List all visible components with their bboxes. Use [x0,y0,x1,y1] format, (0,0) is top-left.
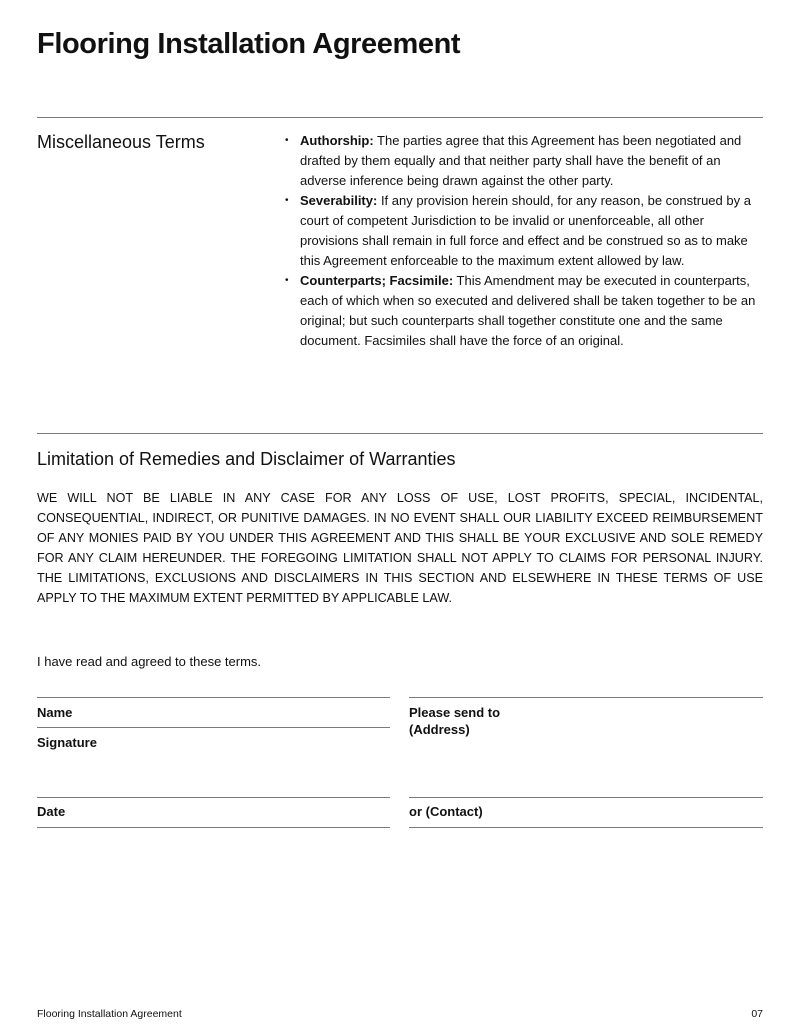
footer-title: Flooring Installation Agreement [37,1008,182,1020]
divider [409,827,763,828]
list-item [285,191,760,271]
agree-text: I have read and agreed to these terms. [37,654,262,669]
term-label: Severability: [300,193,378,208]
contact-line [409,797,763,798]
send-to-label: Please send to [409,705,501,720]
divider [37,117,763,118]
signature-line [37,727,390,728]
term-label: Authorship: [300,133,374,148]
date-line [37,797,390,798]
list-item [285,131,760,191]
name-line [37,697,390,698]
page-title: Flooring Installation Agreement [37,28,461,60]
address-line [409,697,763,698]
name-field[interactable]: Name [37,705,73,720]
term-text: This Amendment may be executed in counterparts, each of which when so executed and delivered shall be taken together to be an original; but such counterparts shall together constitute one and the same document. Facsimiles shall have the force of an original. [300,273,756,348]
term-text: If any provision herein should, for any reason, be construed by a court of competent Jurisdiction to be invalid or unenforceable, all other provisions shall remain in full force and effect and be construed so as to make this Agreement enforceable to the maximum extent allowed by law. [300,193,751,268]
list-item [285,271,760,351]
address-field[interactable]: (Address) [409,722,470,737]
misc-heading: Miscellaneous Terms [37,132,205,152]
date-field[interactable]: Date [37,804,66,819]
term-text: The parties agree that this Agreement has been negotiated and drafted by them equally and that neither party shall have the benefit of an adverse inference being drawn against the other party. [300,133,742,188]
signature-field[interactable]: Signature [37,735,97,750]
limitation-heading: Limitation of Remedies and Disclaimer of Warranties [37,449,456,469]
divider [37,433,763,434]
limitation-text: WE WILL NOT BE LIABLE IN ANY CASE FOR ANY LOSS OF USE, LOST PROFITS, SPECIAL, INCIDENTAL, CONSEQUENTIAL, INDIRECT, OR PUNITIVE DAMAGES. IN NO EVENT SHALL OUR LIABILITY EXCEED REIMBURSEMENT OF ANY MONIES PAID BY YOU UNDER THIS AGREEMENT AND THIS SHALL BE YOUR EXCLUSIVE AND SOLE REMEDY FOR ANY CLAIM HEREUNDER. THE FOREGOING LIMITATION SHALL NOT APPLY TO CLAIMS FOR PERSONAL INJURY. THE LIMITATIONS, EXCLUSIONS AND DISCLAIMERS IN THIS SECTION AND ELSEWHERE IN THESE TERMS OF USE APPLY TO THE MAXIMUM EXTENT PERMITTED BY APPLICABLE LAW. [37,491,763,605]
term-label: Counterparts; Facsimile: [300,273,454,288]
divider [37,827,390,828]
contact-field[interactable]: or (Contact) [409,804,483,819]
misc-terms-list [285,131,760,351]
page-number: 07 [751,1008,763,1020]
